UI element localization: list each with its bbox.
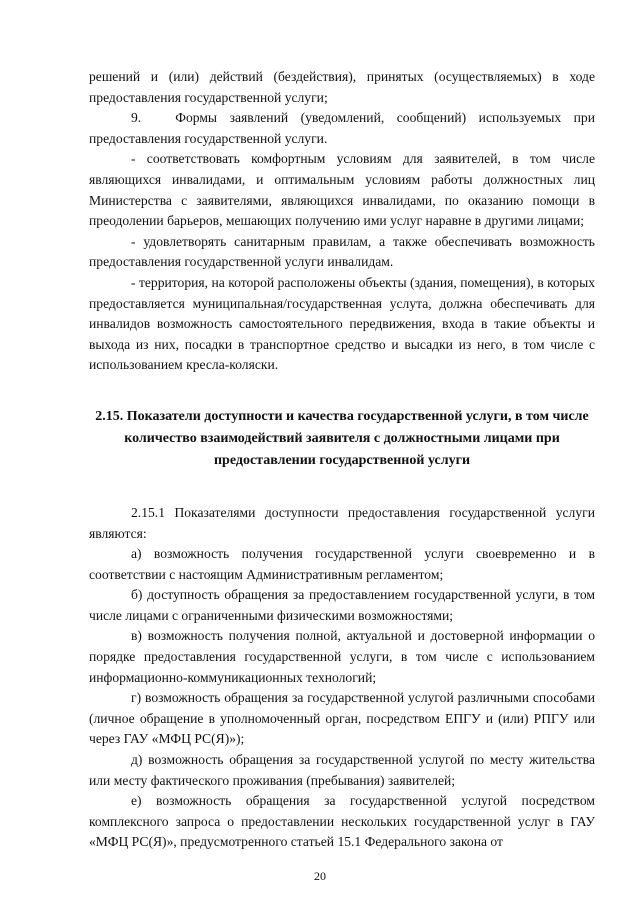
paragraph-item-9 <box>89 108 595 149</box>
paragraph-bullet: - удовлетворять санитарным правилам, а также обеспечивать возможность предоставления государственной услуги инвалидам. <box>89 233 595 270</box>
paragraph-2-15-1: 2.15.1 Показателями доступности предоставления государственной услуги являются: <box>89 504 595 541</box>
paragraph-bullet: - территория, на которой расположены объекты (здания, помещения), в которых предоставляется муниципальная/государственная услута, должна обеспечивать для инвалидов возможность самостоятельного передвижения, входа в такие объекты и выхода из них, посадки в транспортное средство и высадки из него, в том числе с использованием кресла-коляски. <box>89 274 595 373</box>
page-number: 20 <box>314 869 326 883</box>
paragraph-list-d: д) возможность обращения за государственной услугой по месту жительства или месту фактического проживания (пребывания) заявителей; <box>89 752 595 788</box>
paragraph-continuation: решений и (или) действий (бездействия), принятых (осуществляемых) в ходе предоставления государственной услуги; <box>89 69 595 105</box>
paragraph-list-e: е) возможность обращения за государственной услугой посредством комплексного запроса о предоставлении нескольких государственной услуг в ГАУ «МФЦ РС(Я)», предусмотренного статьей 15.1 Федерального закона от <box>89 793 595 850</box>
paragraph-list-g: г) возможность обращения за государственной услугой различными способами (личное обращение в уполномоченный орган, посредством ЕПГУ и (или) РПГУ или через ГАУ «МФЦ РС(Я)»); <box>89 690 595 747</box>
paragraph-bullet: - соответствовать комфортным условиям для заявителей, в том числе являющихся инвалидами, и оптимальным условиям работы должностных лиц Министерства с заявителями, являющихся инвалидами, по оказанию помощи в преодолении барьеров, мешающих получению ими услуг наравне в другими лицами; <box>89 151 595 229</box>
item-number: 9. <box>131 110 142 126</box>
page-body <box>89 67 595 853</box>
section-heading-2-15: 2.15. Показатели доступности и качества государственной услуги, в том числе количество взаимодействий заявителя с должностными лицами при предоставлении государственной услуги <box>95 408 589 468</box>
paragraph-list-v: в) возможность получения полной, актуальной и достоверной информации о порядке предоставления государственной услуги, в том числе с использованием информационно-коммуникационных технологий; <box>89 628 595 685</box>
paragraph-list-b: б) доступность обращения за предоставлением государственной услуги, в том числе лицами с ограниченными физическими возможностями; <box>89 587 595 623</box>
paragraph-list-a: а) возможность получения государственной услуги своевременно и в соответствии с настоящим Административным регламентом; <box>89 546 595 582</box>
item-text: Формы заявлений (уведомлений, сообщений) используемых при предоставления государственной услуги. <box>89 110 595 146</box>
